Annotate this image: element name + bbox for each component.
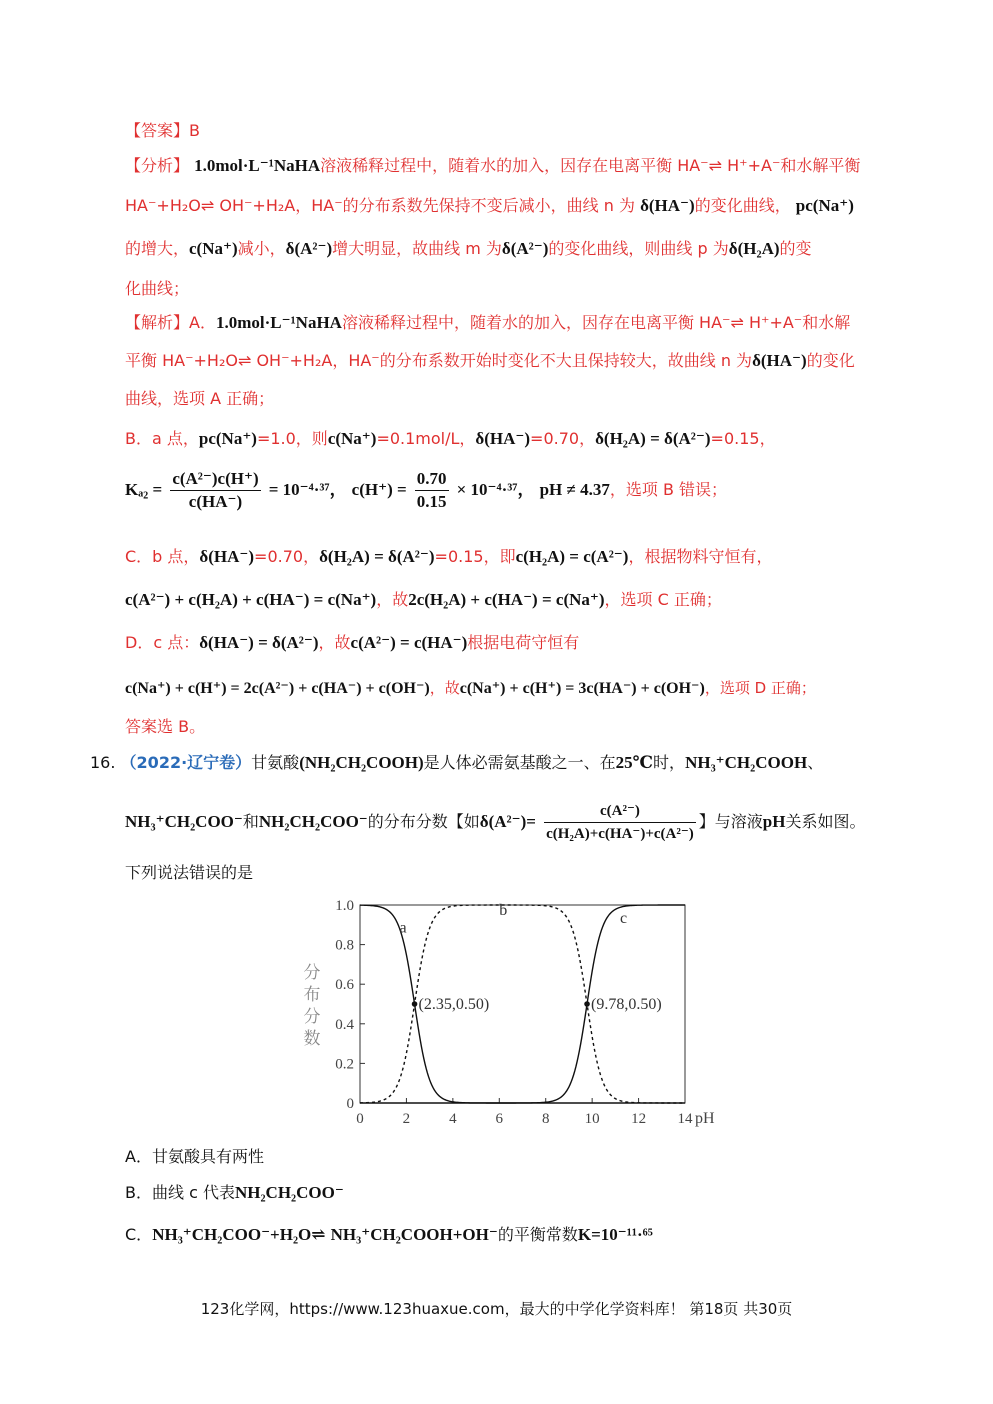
denominator: c(H₂A)+c(HA⁻)+c(A²⁻)	[546, 826, 694, 842]
answer-line	[125, 120, 200, 142]
math: NH₃⁺CH₂COO⁻	[125, 812, 243, 831]
x-tick-label: 8	[541, 1111, 550, 1127]
math: c(Na⁺) + c(H⁺) = 2c(A²⁻) + c(HA⁻) + c(OH⁻)	[125, 680, 430, 697]
text: =0.1mol/L，	[376, 429, 476, 448]
math: = 10⁻⁴·³⁷，	[268, 480, 347, 499]
option-b-analysis-2	[125, 468, 727, 513]
answer-value: B	[189, 121, 200, 140]
series-c-label: c	[620, 909, 628, 927]
math: pc(Na⁺)	[795, 196, 854, 215]
analysis-tag: 【分析】	[125, 156, 190, 175]
x-tick-label: 10	[584, 1111, 600, 1127]
math: δ(HA⁻) = δ(A²⁻)	[199, 633, 319, 652]
data-point-label: (9.78,0.50)	[591, 996, 662, 1013]
text: 答案选 B。	[125, 717, 206, 736]
math: δ(A²⁻)	[285, 239, 333, 258]
option-a[interactable]	[125, 1146, 264, 1168]
explain-line-3	[125, 388, 274, 410]
math: δ(HA⁻)	[640, 196, 695, 215]
text: 的分布分数【如	[367, 812, 480, 831]
math: pH ≠ 4.37	[539, 480, 610, 499]
x-tick-label: 0	[356, 1111, 364, 1127]
y-tick-label: 0.4	[335, 1016, 354, 1033]
math: × 10⁻⁴·³⁷，	[456, 480, 535, 499]
x-tick-label: 2	[402, 1111, 411, 1127]
math: K=10⁻¹¹·⁶⁵	[577, 1225, 653, 1244]
explain-tag: 【解析】	[125, 313, 190, 332]
fraction	[170, 468, 260, 513]
text: ，选项 C 正确；	[604, 590, 722, 609]
data-point-label: (2.35,0.50)	[418, 996, 490, 1013]
text: 甘氨酸	[251, 753, 300, 772]
math: c(A²⁻) + c(H₂A) + c(HA⁻) = c(Na⁺)	[125, 590, 377, 609]
text: 关系如图。	[785, 812, 866, 831]
question-16-line-1	[90, 752, 823, 774]
x-axis-label: pH	[695, 1110, 715, 1127]
math: (NH₂CH₂COOH)	[299, 753, 424, 772]
math: NH₂CH₂COO⁻	[258, 812, 368, 831]
option-d-analysis-1	[125, 632, 579, 654]
y-tick-label: 0.8	[335, 937, 354, 954]
math: pH	[762, 812, 786, 831]
option-b-text: B．曲线 c 代表	[125, 1183, 235, 1202]
text: 曲线，选项 A 正确；	[125, 389, 275, 408]
text: HA⁻+H₂O⇌ OH⁻+H₂A，HA⁻的分布系数先保持不变后减小，曲线 n 为	[125, 196, 635, 215]
math: δ(HA⁻)	[199, 547, 255, 566]
text: 是人体必需氨基酸之一、在	[423, 753, 616, 772]
math: δ(H₂A) = δ(A²⁻)	[595, 429, 711, 448]
text: =0.15，	[710, 429, 776, 448]
text: B．a 点，	[125, 429, 199, 448]
analysis-line-3	[125, 238, 812, 260]
text: A．	[189, 313, 216, 332]
analysis-line-4	[125, 278, 189, 300]
page-footer: 123化学网，https://www.123huaxue.com，最大的中学化学资料库！ 第18页 共30页	[200, 1300, 793, 1318]
text: 增大明显，故曲线 m 为	[332, 239, 502, 258]
fraction	[544, 800, 696, 845]
math: c(Na⁺)	[189, 239, 238, 258]
math: c(Na⁺) + c(H⁺) = 3c(HA⁻) + c(OH⁻)	[459, 680, 705, 697]
math: c(H₂A) = c(A²⁻)	[515, 547, 629, 566]
math: Kₐ₂ =	[125, 480, 163, 499]
analysis-line-1	[125, 155, 860, 177]
text: 的变化	[806, 351, 855, 370]
math: δ(H₂A) = δ(A²⁻)	[319, 547, 435, 566]
text: 减小，	[237, 239, 286, 258]
math: 1.0mol·L⁻¹NaHA	[194, 156, 321, 175]
denominator: c(HA⁻)	[188, 492, 243, 511]
numerator: c(A²⁻)c(H⁺)	[170, 468, 260, 491]
text: 的平衡常数	[497, 1225, 578, 1244]
analysis-line-2	[125, 195, 854, 217]
text: =1.0，则	[256, 429, 328, 448]
y-axis-label: 分	[303, 963, 321, 982]
text: 和	[242, 812, 259, 831]
math: 1.0mol·L⁻¹NaHA	[215, 313, 342, 332]
math: δ(H₂A)	[728, 239, 780, 258]
option-c[interactable]	[125, 1224, 653, 1246]
numerator: c(A²⁻)	[544, 800, 696, 823]
denominator: 0.15	[416, 492, 447, 511]
data-point	[584, 1001, 590, 1007]
text: 】与溶液	[698, 812, 763, 831]
chart-layer	[304, 898, 716, 1127]
option-b-analysis-1	[125, 428, 776, 450]
math: δ(HA⁻)	[752, 351, 807, 370]
y-axis-label: 数	[303, 1029, 321, 1048]
text: ，故	[429, 679, 460, 697]
y-tick-label: 0.2	[335, 1056, 354, 1073]
option-c-analysis-1	[125, 546, 772, 568]
text: 下列说法错误的是	[125, 863, 254, 882]
question-number: 16.	[90, 753, 116, 772]
x-tick-label: 14	[677, 1111, 693, 1127]
option-b[interactable]	[125, 1182, 344, 1204]
math: NH₃⁺CH₂COOH+OH⁻	[330, 1225, 498, 1244]
math: NH₃⁺CH₂COOH	[685, 753, 808, 772]
distribution-chart	[290, 890, 740, 1140]
x-tick-label: 12	[631, 1111, 647, 1127]
text: 平衡 HA⁻+H₂O⇌ OH⁻+H₂A，HA⁻的分布系数开始时变化不大且保持较大，故曲线 n 为	[125, 351, 753, 370]
question-16-line-2	[125, 800, 866, 845]
math: δ(A²⁻)	[501, 239, 549, 258]
option-d-analysis-2	[125, 677, 816, 700]
math: NH₃⁺CH₂COO⁻+H₂O⇌	[152, 1225, 326, 1244]
option-c-analysis-2	[125, 589, 722, 611]
math: δ(HA⁻)	[475, 429, 531, 448]
text: ，故	[318, 633, 351, 652]
math: 25℃	[615, 753, 654, 772]
math: c(Na⁺)	[327, 429, 377, 448]
series-a-label: a	[399, 919, 407, 937]
text: ，选项 B 错误；	[609, 480, 728, 499]
text: 时，	[653, 753, 686, 772]
question-prompt	[125, 862, 253, 884]
y-axis-label: 分	[303, 1007, 321, 1026]
math: pc(Na⁺)	[198, 429, 257, 448]
text: D．c 点：	[125, 633, 200, 652]
final-answer	[125, 716, 205, 738]
text: 的变化曲线，	[694, 196, 791, 215]
text: 的变化曲线，则曲线 p 为	[548, 239, 729, 258]
math: c(A²⁻) = c(HA⁻)	[350, 633, 468, 652]
text: 化曲线；	[125, 279, 190, 298]
fraction	[415, 468, 449, 513]
math: c(H⁺) =	[351, 480, 407, 499]
text: C．b 点，	[125, 547, 200, 566]
text: 根据电荷守恒有	[467, 633, 580, 652]
y-axis-label: 布	[303, 985, 321, 1004]
option-a-text: A．甘氨酸具有两性	[125, 1147, 264, 1166]
text: 的增大，	[125, 239, 190, 258]
math: 2c(H₂A) + c(HA⁻) = c(Na⁺)	[408, 590, 605, 609]
question-source: （2022·辽宁卷）	[120, 753, 252, 772]
explain-line-2	[125, 350, 855, 372]
y-tick-label: 0.6	[335, 977, 354, 994]
x-tick-label: 4	[449, 1111, 457, 1127]
numerator: 0.70	[415, 468, 449, 491]
explain-line-1	[125, 312, 850, 334]
text: ，故	[376, 590, 409, 609]
text: 溶液稀释过程中，随着水的加入，因存在电离平衡 HA⁻⇌ H⁺+A⁻和水解	[341, 313, 851, 332]
math: δ(A²⁻)=	[479, 812, 536, 831]
option-c-text: C．	[125, 1225, 153, 1244]
text: ，根据物料守恒有，	[628, 547, 773, 566]
y-tick-label: 0	[346, 1096, 354, 1112]
text: ，选项 D 正确；	[704, 679, 816, 697]
data-point	[412, 1001, 418, 1007]
math: NH₂CH₂COO⁻	[234, 1183, 344, 1202]
text: 、	[807, 753, 824, 772]
x-tick-label: 6	[495, 1111, 504, 1127]
y-tick-label: 1.0	[335, 898, 354, 914]
text: 的变	[779, 239, 812, 258]
text: =0.70，	[254, 547, 320, 566]
text: 溶液稀释过程中，随着水的加入，因存在电离平衡 HA⁻⇌ H⁺+A⁻和水解平衡	[320, 156, 861, 175]
series-b-label: b	[499, 901, 508, 919]
text: =0.15，即	[434, 547, 516, 566]
text: =0.70，	[530, 429, 596, 448]
answer-tag: 【答案】	[125, 121, 190, 140]
